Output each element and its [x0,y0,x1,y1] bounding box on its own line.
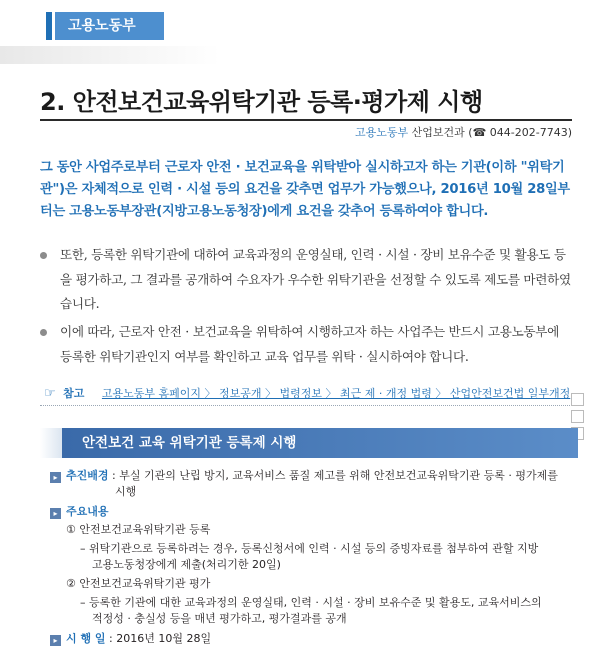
ministry-name: 고용노동부 [68,18,136,34]
content-row [50,504,109,519]
title-divider [40,119,572,121]
arrow-box-icon: ▸ [50,508,61,519]
section-title: 안전보건 교육 위탁기관 등록제 시행 [82,435,297,451]
side-marker [571,393,584,406]
date-label: 시 행 일 [66,632,106,645]
contact-dept: 산업보건과 [411,126,465,139]
bullet-dot [40,252,47,259]
pointing-hand-icon: ☞ [44,386,56,401]
background-text-cont: 시행 [115,485,137,498]
effective-date-row [50,631,211,646]
reference-label: 참고 [63,387,85,400]
content-label: 주요내용 [66,505,109,518]
bullet-text: 또한, 등록한 위탁기관에 대하여 교육과정의 운영실태, 인력 · 시설 · 장비 보유수준 및 활용도 등을 평가하고, 그 결과를 공개하여 수요자가 우수한 위탁기관을 선정할 수 있도록 제도를 마련하였습니다. [60,247,571,311]
arrow-box-icon: ▸ [50,472,61,483]
bullet-dot [40,329,47,336]
reference-divider [40,405,572,406]
lead-paragraph: 그 동안 사업주로부터 근로자 안전 · 보건교육을 위탁받아 실시하고자 하는 기관(이하 "위탁기관")은 자체적으로 인력 · 시설 등의 요건을 갖추면 업무가 가능했으나, 2016년 10월 28일부터는 고용노동부장관(지방고용노동청장)에게 요건을 갖추어 등록하여야 합니다. [40,160,570,219]
item2-title: ② 안전보건교육위탁기관 평가 [66,577,211,590]
bullet-text: 이에 따라, 근로자 안전 · 보건교육을 위탁하여 시행하고자 하는 사업주는 반드시 고용노동부에 등록한 위탁기관인지 여부를 확인하고 교육 업무를 위탁 · 실시하여야 합니다. [60,324,560,364]
background-label: 추진배경 [66,469,109,482]
arrow-box-icon: ▸ [50,635,61,646]
background-row [50,468,558,483]
bullet-item [40,243,572,317]
side-marker [571,410,584,423]
item1-line: 고용노동청장에게 제출(처리기한 20일) [92,558,281,571]
item1-title: ① 안전보건교육위탁기관 등록 [66,523,211,536]
item1-line: – 위탁기관으로 등록하려는 경우, 등록신청서에 인력 · 시설 등의 증빙자료를 첨부하여 관할 지방 [80,542,539,555]
item2-line: 적정성 · 충실성 등을 매년 평가하고, 평가결과를 공개 [92,612,347,625]
header-shade [0,46,220,64]
item2-line: – 등록한 기관에 대한 교육과정의 운영실태, 인력 · 시설 · 장비 보유수준 및 활용도, 교육서비스의 [80,596,542,609]
contact-phone: (☎ 044-202-7743) [468,126,572,139]
reference-link[interactable]: 고용노동부 홈페이지 〉 정보공개 〉 법령정보 〉 최근 제 · 개정 법령 〉 산업안전보건법 일부개정 [101,387,571,400]
bullet-item [40,320,572,369]
section-title-bar [62,428,578,458]
contact-line [355,124,572,140]
date-value: : 2016년 10월 28일 [109,632,212,645]
ministry-tag [46,12,164,40]
section-shade [40,428,64,458]
page-title: 2. 안전보건교육위탁기관 등록·평가제 시행 [40,88,483,116]
contact-org: 고용노동부 [355,126,409,139]
reference-line [44,385,570,401]
background-text: : 부실 기관의 난립 방지, 교육서비스 품질 제고를 위해 안전보건교육위탁기관 등록 · 평가제를 [112,469,558,482]
